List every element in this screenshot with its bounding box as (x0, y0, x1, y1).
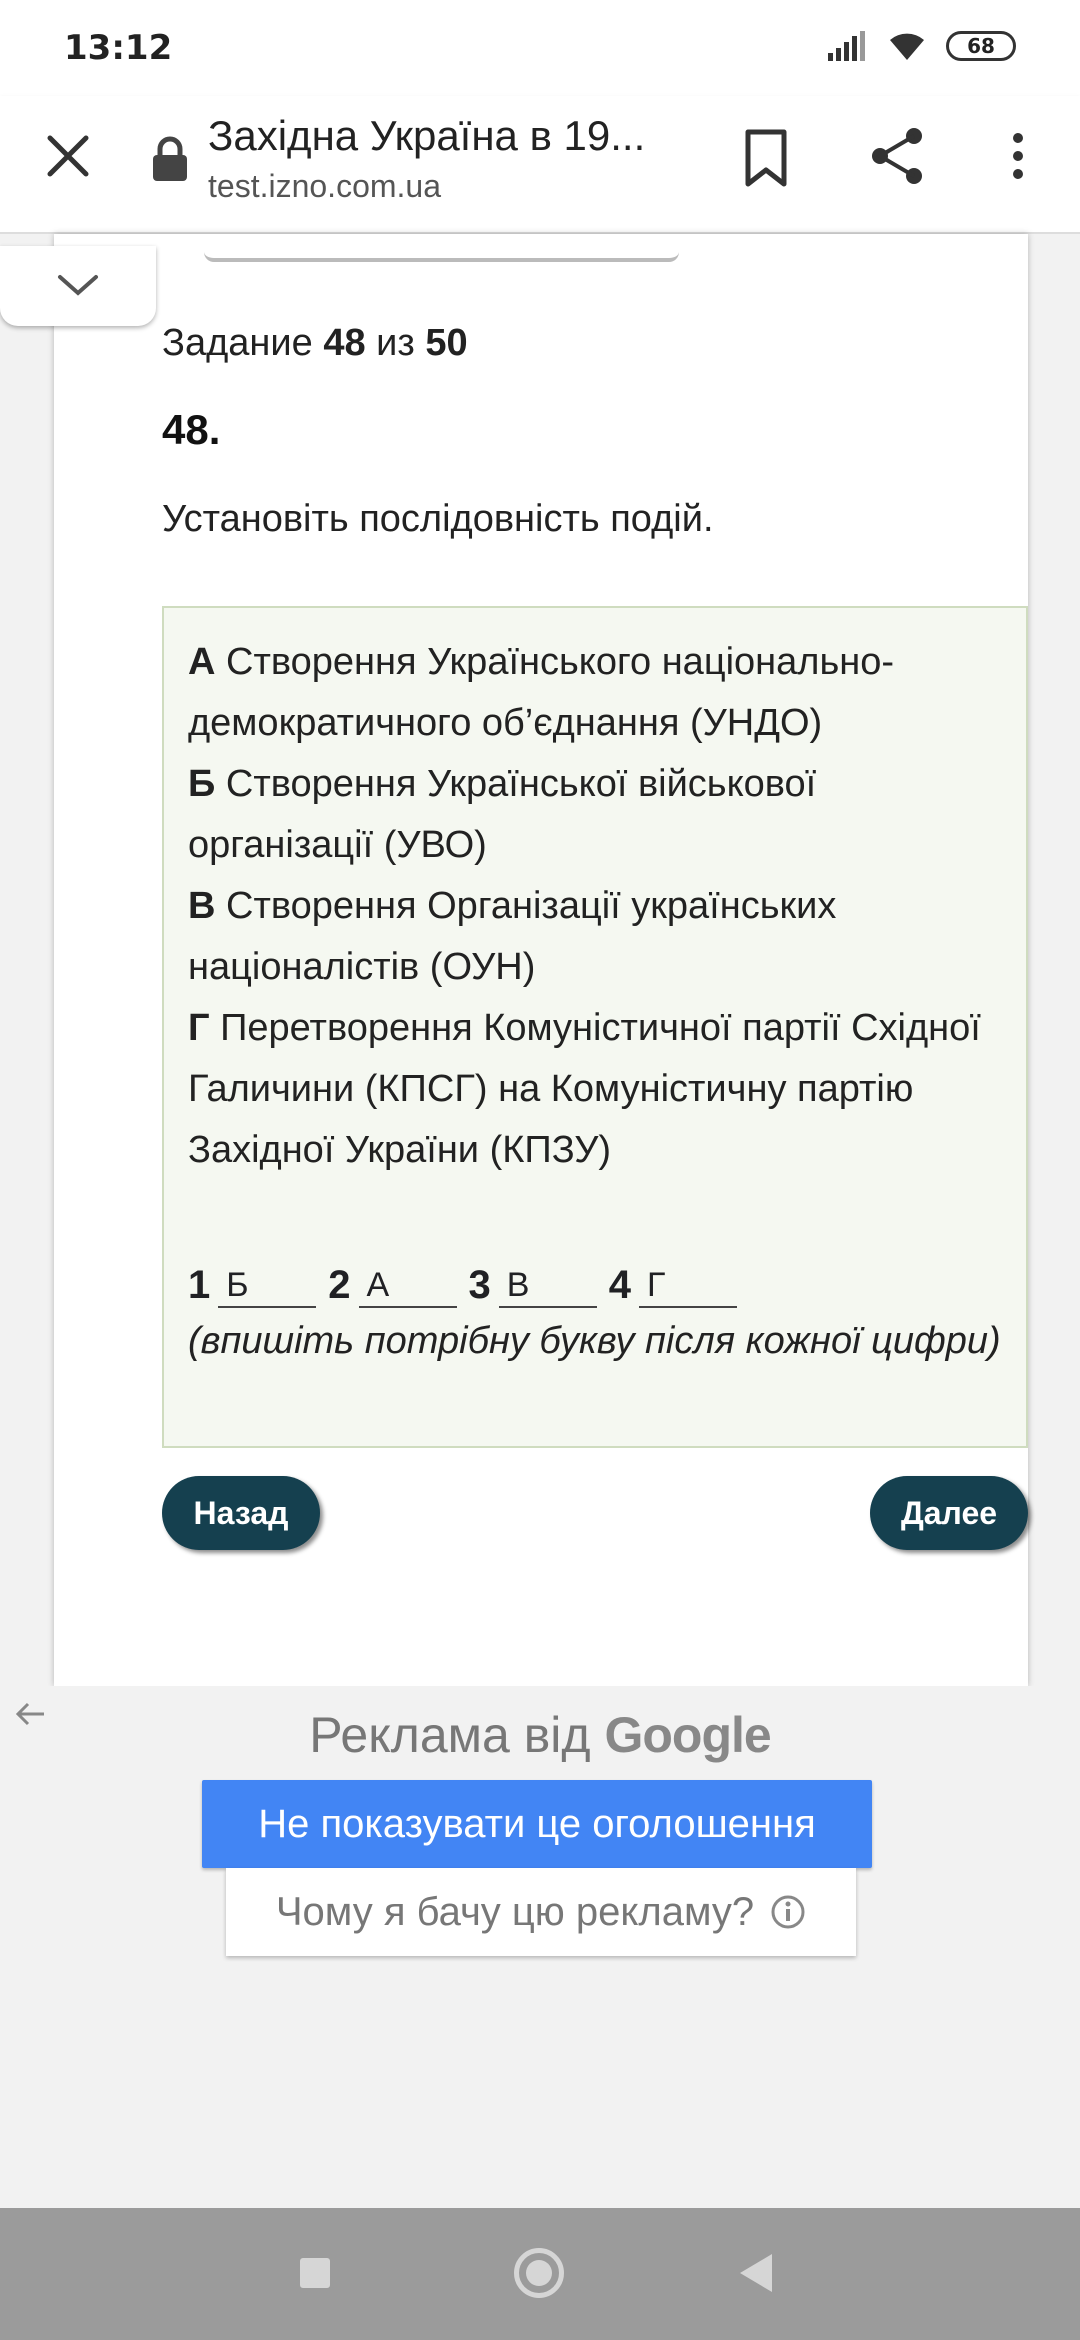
answer-number: 3 (468, 1263, 491, 1307)
recents-icon[interactable] (300, 2258, 330, 2288)
option-text: Перетворення Комуністичної партії Східної Галичини (КПСГ) на Комуністичну партію Західної України (КПЗУ) (188, 1007, 981, 1171)
ad-panel (0, 1686, 1080, 2208)
option-letter: А (188, 641, 216, 683)
home-icon[interactable] (514, 2248, 564, 2298)
task-label: Задание (162, 322, 313, 364)
why-ad-button[interactable] (226, 1868, 856, 1956)
bookmark-icon[interactable] (738, 126, 794, 190)
option-text: Створення Української військової організації (УВО) (188, 763, 817, 866)
page-title: Західна Україна в 19... (208, 112, 646, 159)
option-letter: Б (188, 763, 216, 805)
answer-number: 1 (188, 1263, 211, 1307)
answer-hint: (впишіть потрібну букву після кожної цифри) (188, 1320, 1001, 1362)
more-vert-icon[interactable] (998, 124, 1038, 188)
back-icon[interactable] (740, 2254, 772, 2292)
hide-ad-button[interactable]: Не показувати це оголошення (202, 1780, 872, 1868)
task-total: 50 (425, 322, 468, 364)
task-counter (162, 322, 468, 365)
ad-label-text: Реклама від (309, 1707, 591, 1763)
close-icon[interactable] (36, 124, 100, 188)
google-logo: Google (604, 1707, 771, 1763)
status-time: 13:12 (64, 28, 173, 68)
option-v (188, 876, 1008, 998)
task-current: 48 (323, 322, 366, 364)
question-number: 48. (162, 406, 221, 453)
battery-indicator: 68 (946, 31, 1016, 61)
lock-icon (150, 136, 190, 182)
answer-field-2[interactable]: А (359, 1262, 457, 1308)
answer-field-3[interactable]: В (499, 1262, 597, 1308)
page-content (0, 234, 1080, 1686)
why-ad-label: Чому я бачу цю рекламу? (275, 1889, 755, 1934)
browser-toolbar (0, 96, 1080, 234)
answer-number: 2 (328, 1263, 351, 1307)
option-g (188, 998, 1008, 1181)
answer-field-1[interactable]: Б (218, 1262, 316, 1308)
question-text: Установіть послідовність подій. (162, 498, 714, 540)
info-icon (770, 1894, 806, 1930)
task-of-label: из (376, 322, 415, 364)
wifi-icon (886, 30, 928, 62)
next-button[interactable]: Далее (870, 1476, 1028, 1550)
chevron-down-icon (56, 273, 100, 299)
answer-field-4[interactable]: Г (639, 1262, 737, 1308)
answer-box (162, 606, 1028, 1448)
option-letter: Г (188, 1007, 210, 1049)
top-strip (204, 234, 679, 262)
answer-row (188, 1248, 749, 1308)
answer-number: 4 (608, 1263, 631, 1307)
option-b (188, 754, 1008, 876)
status-bar (0, 0, 1080, 96)
test-card (54, 234, 1028, 1686)
option-text: Створення Організації українських націоналістів (ОУН) (188, 885, 837, 988)
option-letter: В (188, 885, 216, 927)
option-a (188, 632, 1008, 754)
status-icons (828, 30, 1016, 62)
back-button[interactable]: Назад (162, 1476, 320, 1550)
share-icon[interactable] (866, 124, 930, 188)
page-url[interactable]: test.izno.com.ua (208, 168, 441, 204)
option-text: Створення Українського національно-демократичного об’єднання (УНДО) (188, 641, 895, 744)
system-nav-bar (0, 2208, 1080, 2340)
collapse-button[interactable] (0, 246, 156, 326)
ad-label (0, 1706, 1080, 1764)
signal-icon (828, 31, 868, 61)
